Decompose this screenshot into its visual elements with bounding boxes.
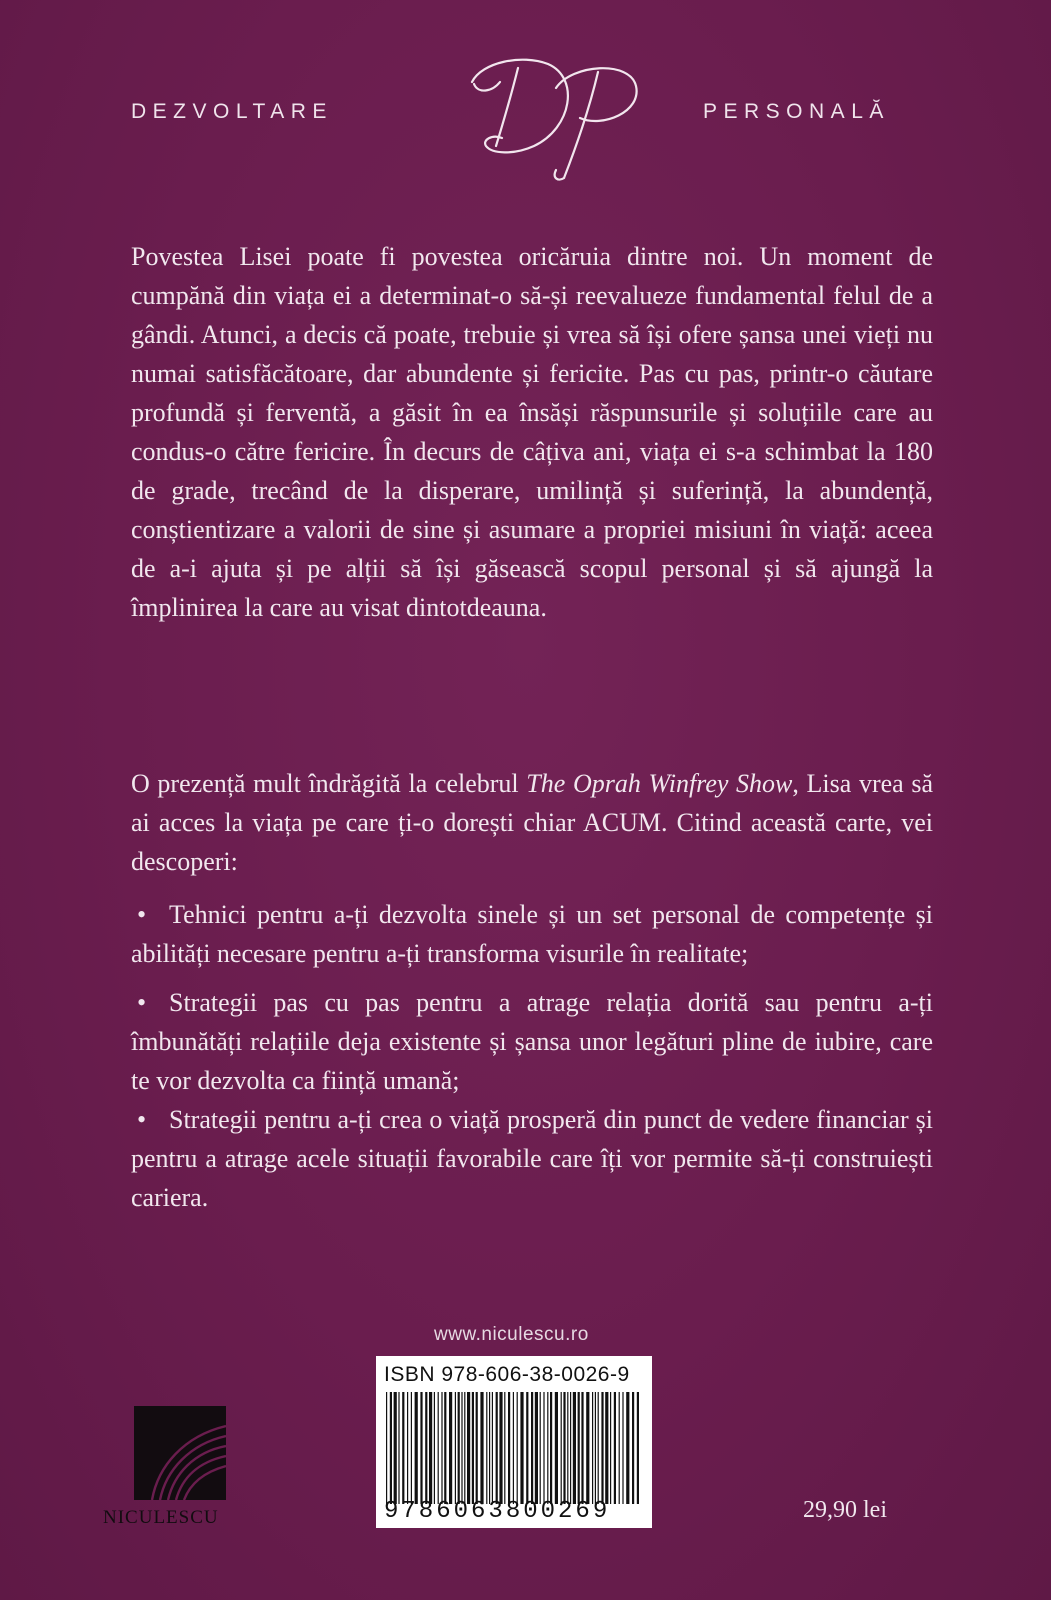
oprah-paragraph-end: , Lisa vrea să ai acces la viața pe care ți-o dorești chiar ACUM. Citind această carte, vei descoperi: — [131, 769, 934, 876]
intro-paragraph: Povestea Lisei poate fi povestea oricăruia dintre noi. Un moment de cumpănă din viața ei a determinat-o să-și reevalueze fundamental felul de a gândi. Atunci, a decis că poate, trebuie și vrea să își ofere șansa unei vieți nu numai satisfăcătoare, dar abundente și fericite. Pas cu pas, printr-o căutare profundă și ferventă, a găsit în ea însăși răspunsurile și soluțiile care au condus-o către fericire. În decurs de câțiva ani, viața ei s-a schimbat la 180 de grade, trecând de la disperare, umilință și suferință, la abundență, conștientizare a valorii de sine și asumare a propriei misiuni în viață: aceea de a-i ajuta și pe alții să își găsească scopul personal și să ajungă la împlinirea la care au visat dintotdeauna. — [131, 242, 933, 622]
list-item-text: Tehnici pentru a-ți dezvolta sinele și un set personal de competențe și abilități necesare pentru a-ți transforma visurile în realitate; — [131, 900, 933, 968]
price-label: 29,90 lei — [803, 1497, 887, 1523]
series-word-left: DEZVOLTARE — [131, 100, 333, 123]
oprah-paragraph-start: O prezență mult îndrăgită la celebrul — [131, 769, 527, 798]
list-item — [131, 895, 933, 973]
dp-monogram-logo — [452, 42, 652, 182]
list-item — [131, 1100, 933, 1217]
publisher-logo-icon — [134, 1406, 226, 1500]
list-item — [131, 983, 933, 1100]
barcode-bars — [384, 1392, 644, 1504]
isbn-text: ISBN 978-606-38-0026-9 — [384, 1363, 630, 1386]
publisher-name: NICULESCU — [103, 1507, 219, 1528]
publisher-website: www.niculescu.ro — [434, 1324, 589, 1345]
benefits-list — [131, 895, 933, 1217]
show-title: The Oprah Winfrey Show — [526, 769, 793, 798]
list-item-text: Strategii pas cu pas pentru a atrage relația dorită sau pentru a-ți îmbunătăți relațiile deja existente și șansa unor legături pline de iubire, care te vor dezvolta ca ființă umană; — [131, 988, 933, 1095]
barcode-digits: 9786063800269 — [384, 1500, 644, 1524]
bullet-mark: • — [137, 900, 147, 929]
oprah-paragraph — [131, 764, 933, 881]
bullet-mark: • — [137, 1105, 147, 1134]
isbn-barcode — [376, 1356, 652, 1528]
bullet-mark: • — [137, 988, 147, 1017]
list-item-text: Strategii pentru a-ți crea o viață prosperă din punct de vedere financiar și pentru a atrage acele situații favorabile care îți vor permite să-ți construiești cariera. — [131, 1105, 933, 1212]
series-word-right: PERSONALĂ — [703, 100, 890, 123]
